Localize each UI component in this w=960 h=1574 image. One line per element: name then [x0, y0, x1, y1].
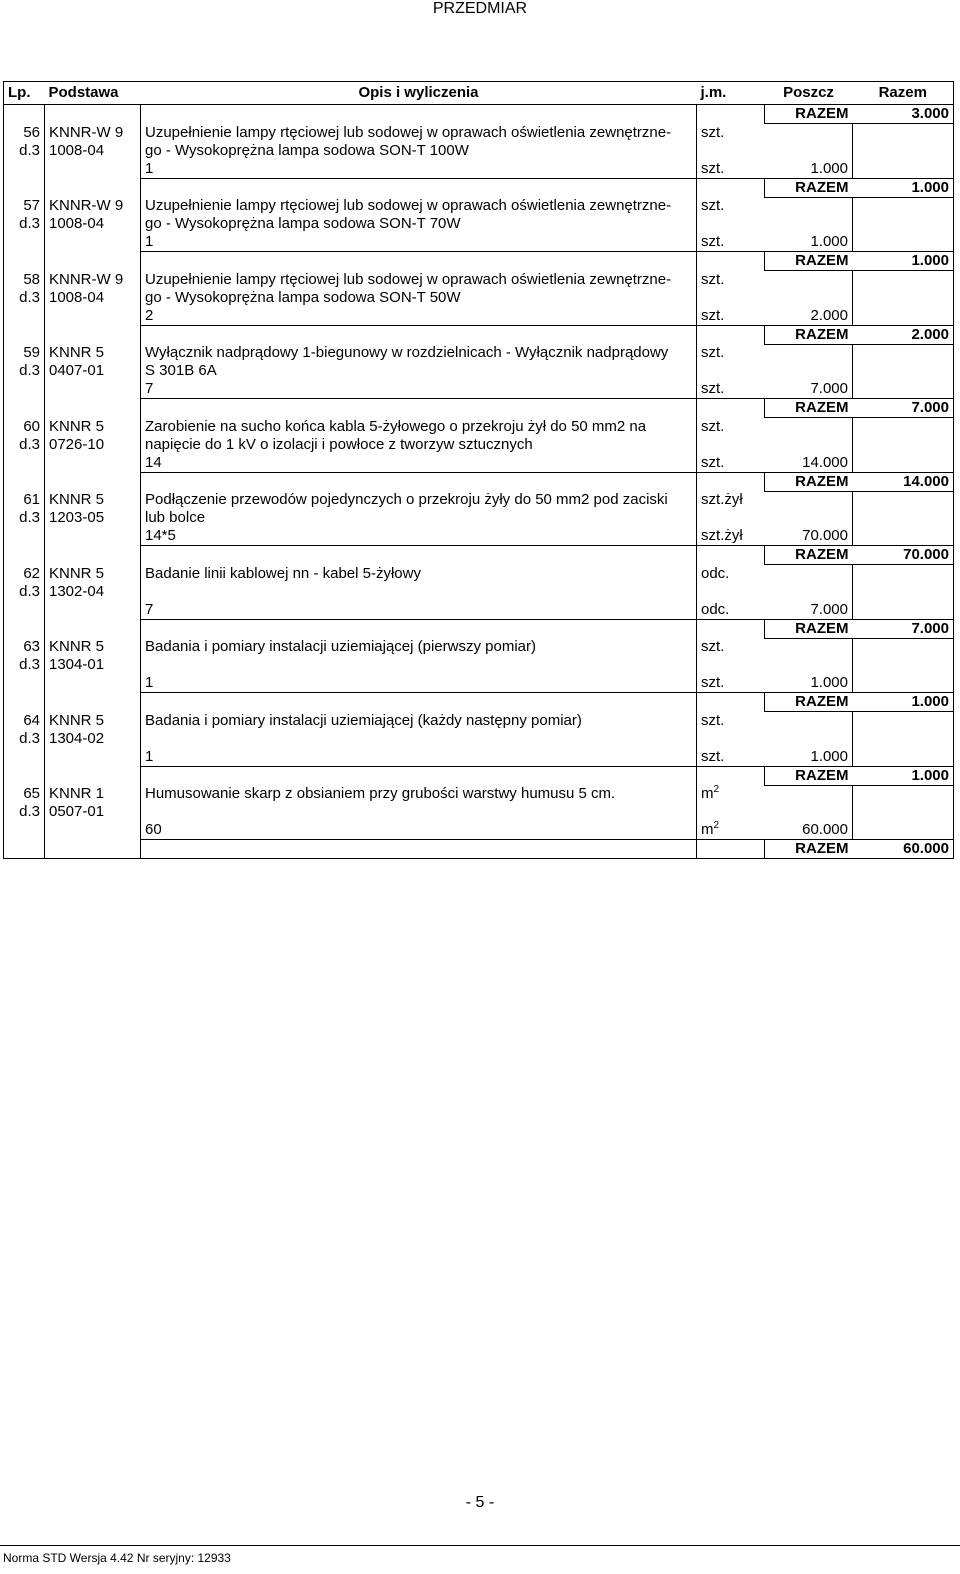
item-calc-unit: szt. — [701, 159, 725, 177]
item-description: Zarobienie na sucho końca kabla 5-żyłowego o przekroju żył do 50 mm2 na — [141, 418, 697, 436]
item-description-cont: go - Wysokoprężna lampa sodowa SON-T 100W — [141, 142, 697, 160]
summary-row — [4, 546, 954, 565]
item-podstawa-code: KNNR-W 9 — [45, 271, 141, 289]
summary-value: 1.000 — [853, 252, 954, 271]
table-row — [4, 307, 954, 326]
item-podstawa-number: 0507-01 — [45, 803, 141, 821]
item-calculation: 14 — [141, 454, 697, 473]
item-description: Wyłącznik nadprądowy 1-biegunowy w rozdzielnicach - Wyłącznik nadprądowy — [141, 344, 697, 362]
header-razem: Razem — [853, 82, 954, 105]
table-row — [4, 380, 954, 399]
summary-label: RAZEM — [765, 472, 853, 491]
item-partial-quantity: 60.000 — [765, 821, 853, 840]
summary-row — [4, 693, 954, 712]
item-calc-unit: szt. — [701, 306, 725, 324]
item-description-cont — [141, 803, 697, 821]
item-calculation: 1 — [141, 160, 697, 179]
item-podstawa-number: 1302-04 — [45, 583, 141, 601]
item-calc-unit: szt. — [701, 380, 725, 397]
item-calc-unit: szt. — [701, 233, 725, 250]
item-unit: szt. — [701, 711, 725, 729]
item-podstawa-number: 1203-05 — [45, 509, 141, 527]
item-podstawa-number: 1008-04 — [45, 215, 141, 233]
item-podstawa-number: 1304-01 — [45, 656, 141, 674]
summary-label: RAZEM — [765, 252, 853, 271]
summary-value: 7.000 — [853, 619, 954, 638]
item-podstawa-number: 0726-10 — [45, 436, 141, 454]
summary-value: 70.000 — [853, 546, 954, 565]
item-description-cont: napięcie do 1 kV o izolacji i powłoce z tworzyw sztucznych — [141, 436, 697, 454]
item-partial-quantity: 1.000 — [765, 233, 853, 252]
header-lp: Lp. — [4, 82, 45, 105]
item-lp-suffix: d.3 — [4, 142, 45, 160]
summary-label: RAZEM — [765, 105, 853, 124]
summary-label: RAZEM — [765, 325, 853, 344]
item-description-cont: go - Wysokoprężna lampa sodowa SON-T 70W — [141, 215, 697, 233]
item-calc-unit: $m^2$ — [701, 820, 720, 838]
table-row — [4, 454, 954, 473]
summary-value: 1.000 — [853, 693, 954, 712]
item-calculation: 7 — [141, 380, 697, 399]
summary-row — [4, 178, 954, 197]
item-partial-quantity: 7.000 — [765, 601, 853, 620]
table-row — [4, 803, 954, 821]
item-description-cont — [141, 656, 697, 674]
summary-value: 1.000 — [853, 766, 954, 785]
table-row — [4, 142, 954, 160]
summary-value: 3.000 — [853, 105, 954, 124]
item-calc-unit: szt.żył — [701, 527, 743, 544]
item-podstawa-number: 0407-01 — [45, 362, 141, 380]
item-description-cont: lub bolce — [141, 509, 697, 527]
table-row — [4, 233, 954, 252]
summary-label: RAZEM — [765, 840, 853, 859]
item-partial-quantity: 70.000 — [765, 527, 853, 546]
item-lp: 62 — [4, 565, 45, 583]
item-lp-suffix: d.3 — [4, 656, 45, 674]
table-row — [4, 124, 954, 142]
item-lp: 64 — [4, 712, 45, 730]
item-podstawa-code: KNNR-W 9 — [45, 197, 141, 215]
item-calculation: 14*5 — [141, 527, 697, 546]
item-calc-unit: szt. — [701, 747, 725, 765]
table-row — [4, 491, 954, 509]
item-lp: 56 — [4, 124, 45, 142]
item-calculation: 1 — [141, 233, 697, 252]
item-partial-quantity: 14.000 — [765, 454, 853, 473]
summary-row — [4, 325, 954, 344]
item-podstawa-code: KNNR 5 — [45, 491, 141, 509]
item-podstawa-code: KNNR-W 9 — [45, 124, 141, 142]
item-lp: 58 — [4, 271, 45, 289]
item-podstawa-number: 1008-04 — [45, 289, 141, 307]
item-description: Badania i pomiary instalacji uziemiającej (pierwszy pomiar) — [141, 638, 697, 656]
summary-row — [4, 399, 954, 418]
item-lp-suffix: d.3 — [4, 509, 45, 527]
estimate-table — [3, 81, 954, 859]
item-description-cont — [141, 730, 697, 748]
item-calculation: 60 — [141, 821, 697, 840]
item-lp: 57 — [4, 197, 45, 215]
item-podstawa-number: 1304-02 — [45, 730, 141, 748]
item-description: Humusowanie skarp z obsianiem przy grubości warstwy humusu 5 cm. — [141, 785, 697, 803]
footer-text: Norma STD Wersja 4.42 Nr seryjny: 12933 — [3, 1551, 231, 1565]
item-lp: 65 — [4, 785, 45, 803]
table-row — [4, 674, 954, 693]
table-header-row — [4, 82, 954, 105]
item-unit: szt. — [701, 417, 725, 435]
summary-label: RAZEM — [765, 399, 853, 418]
table-row — [4, 748, 954, 767]
document-title: PRZEDMIAR — [432, 0, 528, 17]
item-lp: 60 — [4, 418, 45, 436]
item-unit: odc. — [701, 564, 730, 582]
item-description: Badania i pomiary instalacji uziemiającej (każdy następny pomiar) — [141, 712, 697, 730]
footer-divider — [0, 1545, 960, 1546]
table-row — [4, 583, 954, 601]
item-lp-suffix: d.3 — [4, 289, 45, 307]
item-description-cont: S 301B 6A — [141, 362, 697, 380]
item-description: Podłączenie przewodów pojedynczych o przekroju żyły do 50 mm2 pod zaciski — [141, 491, 697, 509]
table-row — [4, 638, 954, 656]
summary-row — [4, 766, 954, 785]
item-lp: 63 — [4, 638, 45, 656]
item-lp-suffix: d.3 — [4, 362, 45, 380]
top-summary-row — [4, 105, 954, 124]
header-poszcz: Poszcz — [765, 82, 853, 105]
table-row — [4, 344, 954, 362]
summary-value: 7.000 — [853, 399, 954, 418]
summary-value: 60.000 — [853, 840, 954, 859]
summary-label: RAZEM — [765, 766, 853, 785]
item-lp-suffix: d.3 — [4, 730, 45, 748]
table-row — [4, 197, 954, 215]
item-calculation: 7 — [141, 601, 697, 620]
summary-value: 14.000 — [853, 472, 954, 491]
table-row — [4, 418, 954, 436]
summary-row — [4, 619, 954, 638]
item-description-cont — [141, 583, 697, 601]
table-row — [4, 601, 954, 620]
item-unit: szt. — [701, 197, 725, 214]
table-row — [4, 656, 954, 674]
item-podstawa-code: KNNR 5 — [45, 344, 141, 362]
item-podstawa-code: KNNR 5 — [45, 712, 141, 730]
summary-value: 1.000 — [853, 178, 954, 197]
table-row — [4, 730, 954, 748]
item-podstawa-code: KNNR 5 — [45, 565, 141, 583]
item-partial-quantity: 7.000 — [765, 380, 853, 399]
item-lp-suffix: d.3 — [4, 436, 45, 454]
item-lp-suffix: d.3 — [4, 215, 45, 233]
header-opis: Opis i wyliczenia — [141, 82, 697, 105]
item-podstawa-code: KNNR 5 — [45, 418, 141, 436]
item-podstawa-code: KNNR 5 — [45, 638, 141, 656]
table-row — [4, 527, 954, 546]
item-lp-suffix: d.3 — [4, 803, 45, 821]
table-row — [4, 712, 954, 730]
item-partial-quantity: 1.000 — [765, 674, 853, 693]
table-row — [4, 821, 954, 840]
item-calc-unit: szt. — [701, 674, 725, 691]
item-description: Badanie linii kablowej nn - kabel 5-żyłowy — [141, 565, 697, 583]
item-unit: $m^2$ — [701, 784, 720, 802]
table-row — [4, 215, 954, 233]
item-calculation: 1 — [141, 674, 697, 693]
item-unit: szt.żył — [701, 491, 743, 508]
item-partial-quantity: 2.000 — [765, 307, 853, 326]
item-description-cont: go - Wysokoprężna lampa sodowa SON-T 50W — [141, 289, 697, 307]
item-lp-suffix: d.3 — [4, 583, 45, 601]
header-jm: j.m. — [697, 82, 765, 105]
item-calc-unit: odc. — [701, 600, 730, 618]
summary-label: RAZEM — [765, 546, 853, 565]
table-row — [4, 565, 954, 583]
page-number: - 5 - — [465, 1494, 495, 1511]
item-unit: szt. — [701, 344, 725, 361]
table-row — [4, 509, 954, 527]
item-partial-quantity: 1.000 — [765, 748, 853, 767]
item-lp: 61 — [4, 491, 45, 509]
item-calculation: 2 — [141, 307, 697, 326]
item-podstawa-code: KNNR 1 — [45, 785, 141, 803]
table-row — [4, 436, 954, 454]
table-row — [4, 271, 954, 289]
item-unit: szt. — [701, 270, 725, 288]
table-row — [4, 289, 954, 307]
item-unit: szt. — [701, 638, 725, 655]
summary-label: RAZEM — [765, 619, 853, 638]
summary-value: 2.000 — [853, 325, 954, 344]
summary-label: RAZEM — [765, 693, 853, 712]
summary-row — [4, 840, 954, 859]
summary-row — [4, 252, 954, 271]
item-lp: 59 — [4, 344, 45, 362]
summary-row — [4, 472, 954, 491]
item-description: Uzupełnienie lampy rtęciowej lub sodowej w oprawach oświetlenia zewnętrzne- — [141, 271, 697, 289]
item-podstawa-number: 1008-04 — [45, 142, 141, 160]
item-calc-unit: szt. — [701, 453, 725, 471]
table-row — [4, 362, 954, 380]
item-unit: szt. — [701, 123, 725, 141]
item-description: Uzupełnienie lampy rtęciowej lub sodowej w oprawach oświetlenia zewnętrzne- — [141, 197, 697, 215]
summary-label: RAZEM — [765, 178, 853, 197]
item-calculation: 1 — [141, 748, 697, 767]
item-description: Uzupełnienie lampy rtęciowej lub sodowej w oprawach oświetlenia zewnętrzne- — [141, 124, 697, 142]
header-podstawa: Podstawa — [45, 82, 141, 105]
item-partial-quantity: 1.000 — [765, 160, 853, 179]
table-row — [4, 785, 954, 803]
table-row — [4, 160, 954, 179]
